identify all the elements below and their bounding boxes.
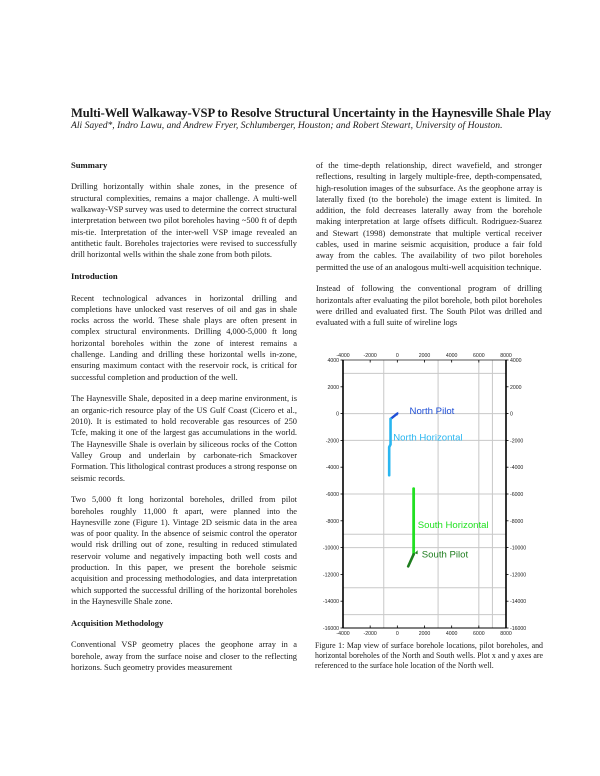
x-tick-label-bottom: 6000: [473, 631, 485, 636]
x-tick-label-bottom: -4000: [336, 631, 350, 636]
y-tick-label-right: -8000: [510, 518, 524, 525]
right-column: [316, 160, 542, 339]
y-tick-label-right: 0: [510, 411, 513, 418]
summary-heading: Summary: [71, 160, 108, 170]
y-tick-label-right: -2000: [510, 438, 524, 445]
y-tick-label-left: -4000: [325, 465, 339, 472]
acquisition-heading: Acquisition Methodology: [71, 617, 164, 628]
x-tick-label-top: 8000: [500, 353, 512, 359]
south-pilot-arrow-icon: [415, 550, 418, 554]
left-column: [71, 160, 297, 684]
figure-caption: Figure 1: Map view of surface borehole locations, pilot boreholes, and horizontal boreholes of the North and South wells. Plot x and y axes are referenced to the surface hole location of the North well.: [315, 641, 543, 671]
x-tick-label-top: 4000: [445, 353, 458, 359]
y-tick-label-right: -10000: [510, 545, 527, 552]
right-paragraph-2: Instead of following the conventional program of drilling horizontals after evaluating the pilot borehole, both pilot boreholes were drilled and evaluated first. The South Pilot was drilled and evaluated with a full suite of wireline logs: [316, 284, 542, 328]
y-tick-label-right: 4000: [510, 358, 522, 364]
x-tick-label-top: -4000: [336, 353, 350, 359]
summary-paragraph: Drilling horizontally within shale zones, in the presence of structural complexities, remains a major challenge. A multi-well walkaway-VSP survey was used to determine the correct structural interpretation between two pilot boreholes having ~500 ft of depth mis-tie. Interpretation of the inter-well VSP image revealed an antithetic fault. Boreholes trajectories were revised to successfully drill horizontal wells within the shale zone from both pilots.: [71, 182, 297, 260]
x-tick-label-bottom: 0: [395, 631, 399, 636]
label-north-horizontal: North Horizontal: [393, 432, 463, 444]
y-tick-label-left: -8000: [325, 518, 339, 525]
x-tick-label-top: -2000: [363, 353, 377, 359]
x-tick-label-top: 0: [395, 353, 399, 359]
y-tick-label-right: -4000: [510, 465, 524, 472]
right-paragraph-1: of the time-depth relationship, direct wavefield, and stronger reflections, resulting in largely multiple-free, depth-compensated, high-resolution images of the subsurface. As the geophone array is laterally fixed (to the borehole) the image extent is limited. In addition, the fold decreases laterally away from the borehole making interpretation at large offsets difficult. Rodriguez-Suarez and Stewart (1998) demonstrate that multiple vertical receiver cables, used in marine seismic acquisition, produce a fair fold away from the cables. The availability of two pilot boreholes permitted the use of an analogous multi-well acquisition technique.: [316, 161, 542, 272]
intro-paragraph-2: The Haynesville Shale, deposited in a deep marine environment, is an organic-rich resource play of the US Gulf Coast (Cicero et al., 2010). It is estimated to hold recoverable gas resources of 250 Tcfe, making it one of the largest gas accumulations in the world. The Haynesville Shale is overlain by siliceous rocks of the Cotton Valley Group and underlain by carbonate-rich Smackover Formation. This lithological contrast produces a strong response on seismic records.: [71, 394, 297, 483]
figure-1-map: [300, 344, 550, 636]
series-south-pilot: [408, 554, 413, 566]
paper-authors: Ali Sayed*, Indro Lawu, and Andrew Fryer, Schlumberger, Houston; and Robert Stewart, University of Houston.: [71, 120, 503, 131]
y-tick-label-left: 2000: [327, 384, 339, 391]
y-tick-label-left: -14000: [322, 599, 339, 606]
paper-title: Multi-Well Walkaway-VSP to Resolve Structural Uncertainty in the Haynesville Shale Play: [71, 106, 552, 120]
y-tick-label-left: 0: [336, 411, 339, 418]
x-tick-label-bottom: 2000: [418, 631, 431, 636]
y-tick-label-left: -10000: [322, 545, 339, 552]
y-tick-label-left: -2000: [325, 438, 339, 445]
borehole-map-plot: [300, 344, 550, 636]
y-tick-label-right: -6000: [510, 492, 524, 498]
y-tick-label-right: -16000: [510, 626, 527, 632]
y-tick-label-left: -16000: [322, 626, 339, 632]
y-tick-label-left: -6000: [325, 492, 339, 498]
series-north-horizontal: [389, 419, 390, 475]
x-tick-label-bottom: 8000: [500, 631, 512, 636]
label-north-pilot: North Pilot: [409, 405, 455, 417]
acquisition-paragraph: Conventional VSP geometry places the geophone array in a borehole, away from the surface noise and closer to the reflecting horizons. Such geometry provides measurement: [71, 640, 297, 672]
introduction-heading: Introduction: [71, 271, 118, 282]
label-south-horizontal: South Horizontal: [417, 519, 489, 531]
y-tick-label-left: 4000: [327, 358, 339, 364]
x-tick-label-bottom: 4000: [445, 631, 458, 636]
y-tick-label-right: -14000: [510, 599, 527, 606]
y-tick-label-right: 2000: [510, 384, 522, 391]
intro-paragraph-3: Two 5,000 ft long horizontal boreholes, drilled from pilot boreholes roughly 11,000 ft apart, were planned into the Haynesville zone (Figure 1). Vintage 2D seismic data in the area was of poor quality. In the absence of seismic control the operator would risk drilling out of zone, resulting in reduced stimulated reservoir volume and negatively impacting both well costs and production. In this paper, we present the borehole seismic acquisition and processing methodologies, and data interpretation which supported the successful drilling of the horizontal boreholes in the Haynesville Shale zone.: [71, 495, 297, 606]
x-tick-label-top: 6000: [473, 353, 485, 359]
x-tick-label-bottom: -2000: [363, 631, 377, 636]
y-tick-label-left: -12000: [322, 572, 339, 579]
intro-paragraph-1: Recent technological advances in horizontal drilling and completions have unlocked vast reserves of oil and gas in shale rocks across the world. These shale plays are often present in complex structural environments. Drilling 4,000-5,000 ft long horizontal boreholes within the zone of interest remains a challenge. Landing and drilling these horizontal wells in-zone, ensuring maximum contact with the reservoir rock, is critical for successful completion and production of the well.: [71, 293, 297, 382]
x-tick-label-top: 2000: [418, 353, 431, 359]
label-south-pilot: South Pilot: [421, 549, 469, 561]
y-tick-label-right: -12000: [510, 572, 527, 579]
